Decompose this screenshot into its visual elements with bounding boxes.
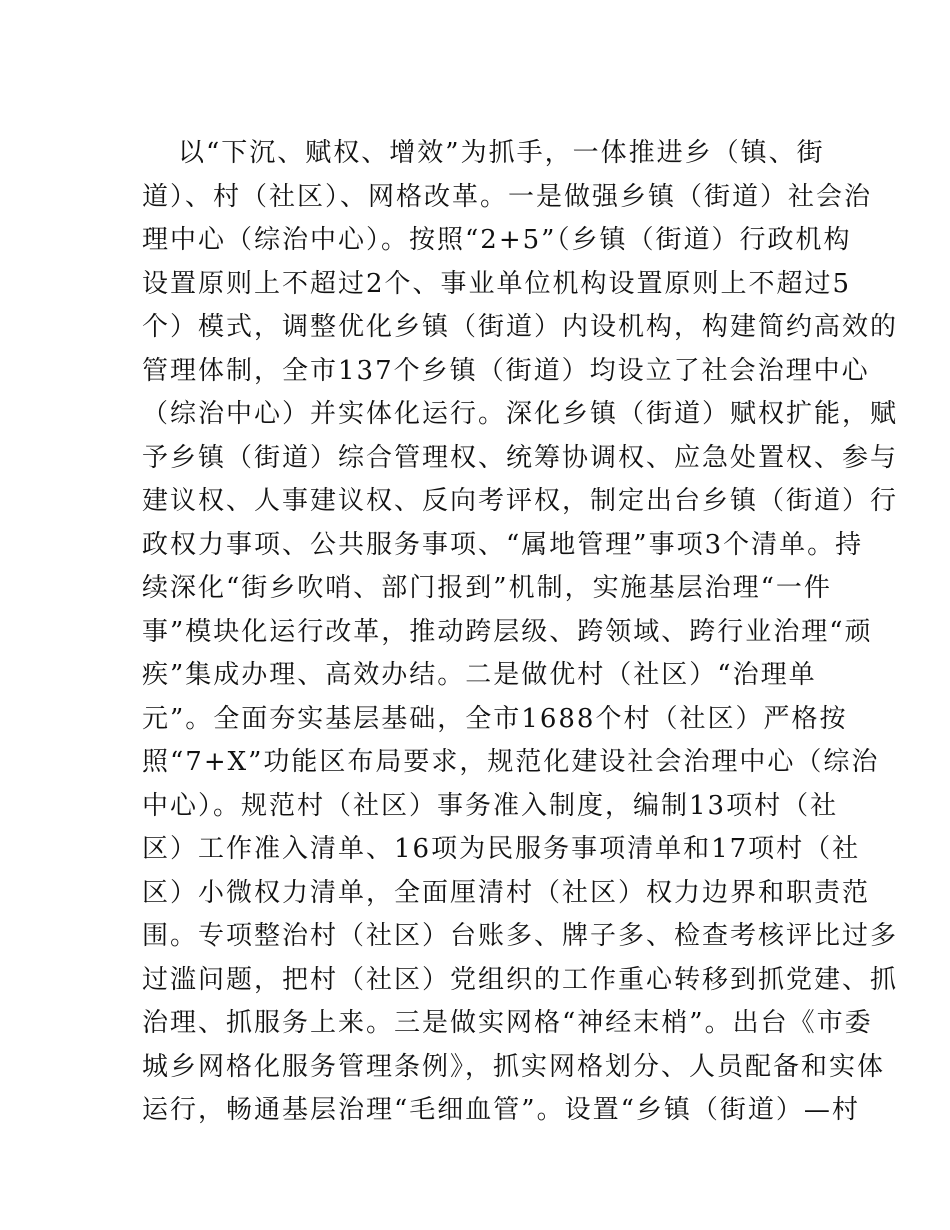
text-line: 疾”集成办理、高效办结。二是做优村（社区）“治理单 [142,660,817,690]
text-line: 治理、抓服务上来。三是做实网格“神经末梢”。出台《市委 [142,1008,873,1038]
text-line: 个）模式，调整优化乡镇（街道）内设机构，构建简约高效的 [142,312,899,342]
text-line: 设置原则上不超过2个、事业单位机构设置原则上不超过5 [142,268,852,299]
text-line: 元”。全面夯实基层基础，全市1688个村（社区）严格按 [142,703,848,734]
text-line: 区）工作准入清单、16项为民服务事项清单和17项村（社 [142,834,861,864]
text-line: 运行，畅通基层治理“毛细血管”。设置“乡镇（街道）—村 [142,1095,860,1125]
text-line: 予乡镇（街道）综合管理权、统筹协调权、应急处置权、参与 [142,442,899,473]
text-line: 围。专项整治村（社区）台账多、牌子多、检查考核评比过多 [142,921,899,951]
text-line: 道）、村（社区）、网格改革。一是做强乡镇（街道）社会治 [142,181,873,212]
text-line: 建议权、人事建议权、反向考评权，制定出台乡镇（街道）行 [142,486,899,516]
text-line: 中心）。规范村（社区）事务准入制度，编制13项村（社 [142,790,839,821]
text-line: 照“7+X”功能区布局要求，规范化建设社会治理中心（综治 [142,747,880,777]
text-line: （综治中心）并实体化运行。深化乡镇（街道）赋权扩能，赋 [142,399,899,429]
text-line: 政权力事项、公共服务事项、“属地管理”事项3个清单。持 [142,529,864,560]
text-line: 管理体制，全市137个乡镇（街道）均设立了社会治理中心 [142,355,870,386]
text-line: 续深化“街乡吹哨、部门报到”机制，实施基层治理“一件 [142,573,832,603]
text-line: 过滥问题，把村（社区）党组织的工作重心转移到抓党建、抓 [142,964,899,995]
body-paragraph [142,132,899,1133]
text-line: 城乡网格化服务管理条例》，抓实网格划分、人员配备和实体 [142,1051,886,1082]
text-line: 以“下沉、赋权、增效”为抓手，一体推进乡（镇、街 [178,138,825,168]
text-line: 理中心（综治中心）。按照“2+5”（乡镇（街道）行政机构 [142,225,852,255]
text-line: 区）小微权力清单，全面厘清村（社区）权力边界和职责范 [142,877,871,908]
text-line: 事”模块化运行改革，推动跨层级、跨领域、跨行业治理“顽 [142,616,873,647]
